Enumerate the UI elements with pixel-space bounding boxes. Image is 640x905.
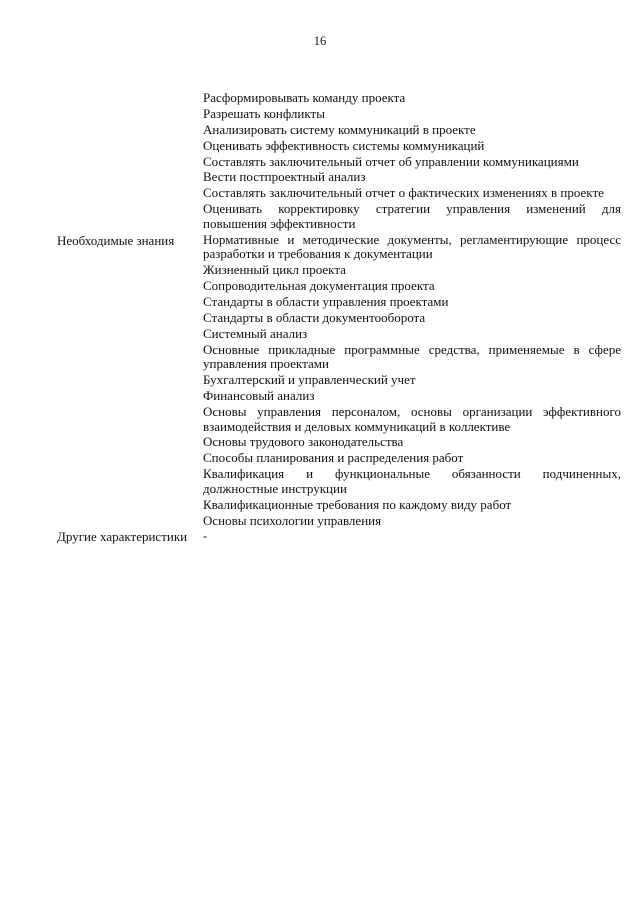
- other-characteristics-row: [57, 529, 621, 545]
- list-item: Оценивать эффективность системы коммуникаций: [203, 137, 485, 153]
- list-item: Квалификация и функциональные обязанности подчиненных, должностные инструкции: [203, 466, 621, 496]
- continued-actions-row: [57, 91, 621, 233]
- list-item: Составлять заключительный отчет о фактических изменениях в проекте: [203, 185, 604, 201]
- knowledge-list: [203, 233, 621, 530]
- document-content: [57, 91, 621, 545]
- list-item: Бухгалтерский и управленческий учет: [203, 372, 416, 388]
- knowledge-label: Необходимые знания: [57, 232, 175, 248]
- other-characteristics-list: [203, 529, 621, 545]
- list-item: Составлять заключительный отчет об управлении коммуникациями: [203, 153, 579, 169]
- list-item: Сопроводительная документация проекта: [203, 278, 435, 294]
- list-item: Стандарты в области документооборота: [203, 309, 426, 325]
- list-item: Оценивать корректировку стратегии управления изменений для повышения эффективности: [203, 201, 621, 231]
- continued-actions-list: [203, 91, 621, 233]
- list-item: Стандарты в области управления проектами: [203, 293, 449, 309]
- list-item: Финансовый анализ: [203, 388, 315, 404]
- list-item: Основы управления персоналом, основы организации эффективного взаимодействия и деловых коммуникаций в коллективе: [203, 403, 621, 434]
- list-item: Анализировать систему коммуникаций в проекте: [203, 121, 476, 137]
- list-item: Жизненный цикл проекта: [203, 262, 346, 278]
- list-item: Способы планирования и распределения работ: [203, 450, 464, 466]
- list-item: Нормативные и методические документы, регламентирующие процесс разработки и требования к документации: [203, 231, 621, 262]
- list-item: Квалификационные требования по каждому виду работ: [203, 496, 512, 512]
- continued-actions-label: [57, 91, 203, 233]
- page-number: 16: [313, 34, 327, 48]
- other-characteristics-value: -: [203, 528, 208, 544]
- list-item: Основные прикладные программные средства, применяемые в сфере управления проектами: [203, 341, 621, 372]
- list-item: Расформировывать команду проекта: [203, 90, 406, 105]
- knowledge-row: [57, 233, 621, 530]
- other-characteristics-label: Другие характеристики: [57, 529, 188, 545]
- list-item: Основы трудового законодательства: [203, 434, 404, 450]
- list-item: Основы психологии управления: [203, 512, 382, 528]
- list-item: Разрешать конфликты: [203, 105, 325, 121]
- list-item: Вести постпроектный анализ: [203, 169, 366, 185]
- list-item: Системный анализ: [203, 325, 308, 341]
